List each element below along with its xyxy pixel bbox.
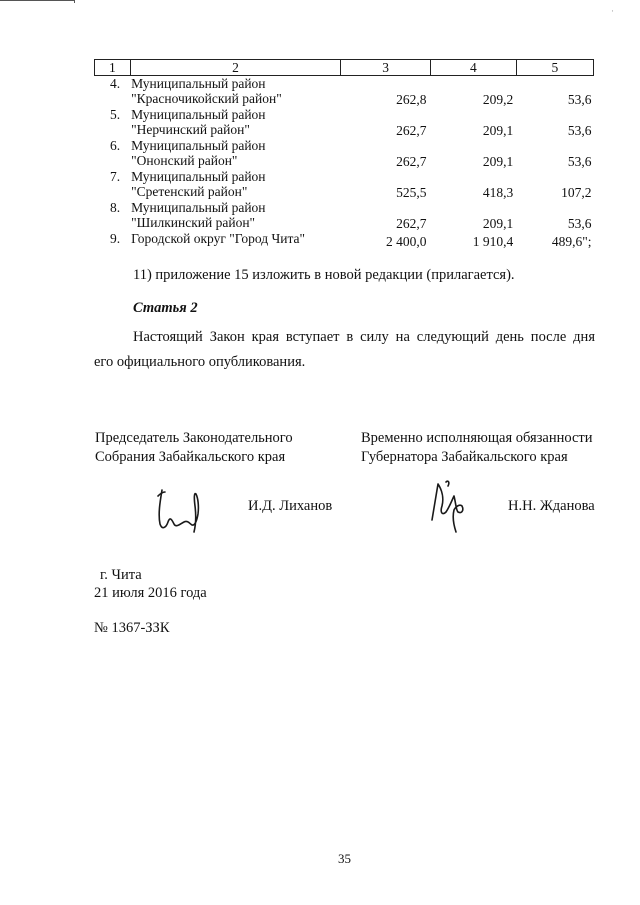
row-name xyxy=(130,76,341,108)
signatory-left-title xyxy=(95,429,293,467)
article-text-line1: Настоящий Закон края вступает в силу на следующий день после дня xyxy=(133,329,595,345)
table-row xyxy=(95,107,594,138)
row-name-line2: "Ононский район" xyxy=(131,153,238,168)
row-value-col3: 262,8 xyxy=(396,92,427,107)
row-number: 5. xyxy=(110,107,121,122)
scan-dot: · xyxy=(611,6,614,16)
row-value-col5: 53,6 xyxy=(567,123,592,138)
row-value-col4: 209,1 xyxy=(482,154,514,169)
table-header-cell: 1 xyxy=(95,60,131,76)
row-number: 4. xyxy=(110,76,121,91)
row-name xyxy=(130,200,341,231)
row-name-line1: Муниципальный район xyxy=(131,200,266,215)
row-number: 9. xyxy=(110,231,121,246)
signatory-right-name: Н.Н. Жданова xyxy=(508,498,595,514)
row-name-line2: "Нерчинский район" xyxy=(131,122,250,137)
row-name-line1: Муниципальный район xyxy=(131,138,266,153)
signatory-right-title xyxy=(361,429,593,467)
row-value-col3: 262,7 xyxy=(396,154,427,169)
distribution-table xyxy=(94,59,594,249)
scan-edge-mark xyxy=(0,0,75,1)
row-value-col3: 262,7 xyxy=(396,123,427,138)
signatory-left-title-line2: Собрания Забайкальского края xyxy=(95,449,286,465)
row-name-line1: Муниципальный район xyxy=(131,76,266,91)
row-value-col5: 107,2 xyxy=(561,185,592,200)
row-value-col5: 53,6 xyxy=(567,92,592,107)
row-value-col5: 53,6 xyxy=(567,154,592,169)
row-name xyxy=(130,169,341,200)
table-row xyxy=(95,200,594,231)
row-number: 7. xyxy=(110,169,121,184)
row-name-line1: Муниципальный район xyxy=(131,169,266,184)
row-number: 8. xyxy=(110,200,121,215)
row-value-col5: 53,6 xyxy=(567,216,592,231)
row-name-line2: "Красночикойский район" xyxy=(131,91,282,106)
table-header-cell: 5 xyxy=(516,60,593,76)
table-header-cell: 4 xyxy=(431,60,517,76)
scan-edge-mark xyxy=(74,0,75,3)
row-value-col4: 209,1 xyxy=(482,123,514,138)
signatory-right-title-line1: Временно исполняющая обязанности xyxy=(361,430,593,446)
article-text-line2: его официального опубликования. xyxy=(94,354,306,370)
row-value-col3: 525,5 xyxy=(396,185,427,200)
table-header-cell: 2 xyxy=(130,60,341,76)
date: 21 июля 2016 года xyxy=(94,585,207,601)
place: г. Чита xyxy=(100,567,142,583)
table-row xyxy=(95,76,594,108)
row-value-col4: 209,1 xyxy=(482,216,514,231)
row-name xyxy=(130,138,341,169)
row-name-line2: "Шилкинский район" xyxy=(131,215,256,230)
table-row xyxy=(95,231,594,249)
row-value-col5: 489,6"; xyxy=(551,234,592,249)
page-number: 35 xyxy=(338,851,351,866)
table-header-cell: 3 xyxy=(341,60,431,76)
signatory-left-name: И.Д. Лиханов xyxy=(248,498,333,514)
signature-left xyxy=(148,484,218,536)
table-row xyxy=(95,169,594,200)
row-number: 6. xyxy=(110,138,121,153)
row-value-col3: 262,7 xyxy=(396,216,427,231)
row-name xyxy=(130,107,341,138)
row-name: Городской округ "Город Чита" xyxy=(131,231,306,246)
row-value-col4: 209,2 xyxy=(482,92,514,107)
law-number: № 1367-ЗЗК xyxy=(94,620,170,636)
row-name-line1: Муниципальный район xyxy=(131,107,266,122)
table-header-row xyxy=(95,60,594,76)
row-value-col4: 1 910,4 xyxy=(472,234,514,249)
signatory-left-title-line1: Председатель Законодательного xyxy=(95,430,293,446)
signatory-right-title-line2: Губернатора Забайкальского края xyxy=(361,449,568,465)
row-value-col3: 2 400,0 xyxy=(386,234,427,249)
article-heading: Статья 2 xyxy=(133,300,198,316)
table-row xyxy=(95,138,594,169)
amendment-item: 11) приложение 15 изложить в новой редакции (прилагается). xyxy=(133,267,515,283)
signature-right xyxy=(420,476,480,538)
row-value-col4: 418,3 xyxy=(482,185,514,200)
row-name-line2: "Сретенский район" xyxy=(131,184,248,199)
